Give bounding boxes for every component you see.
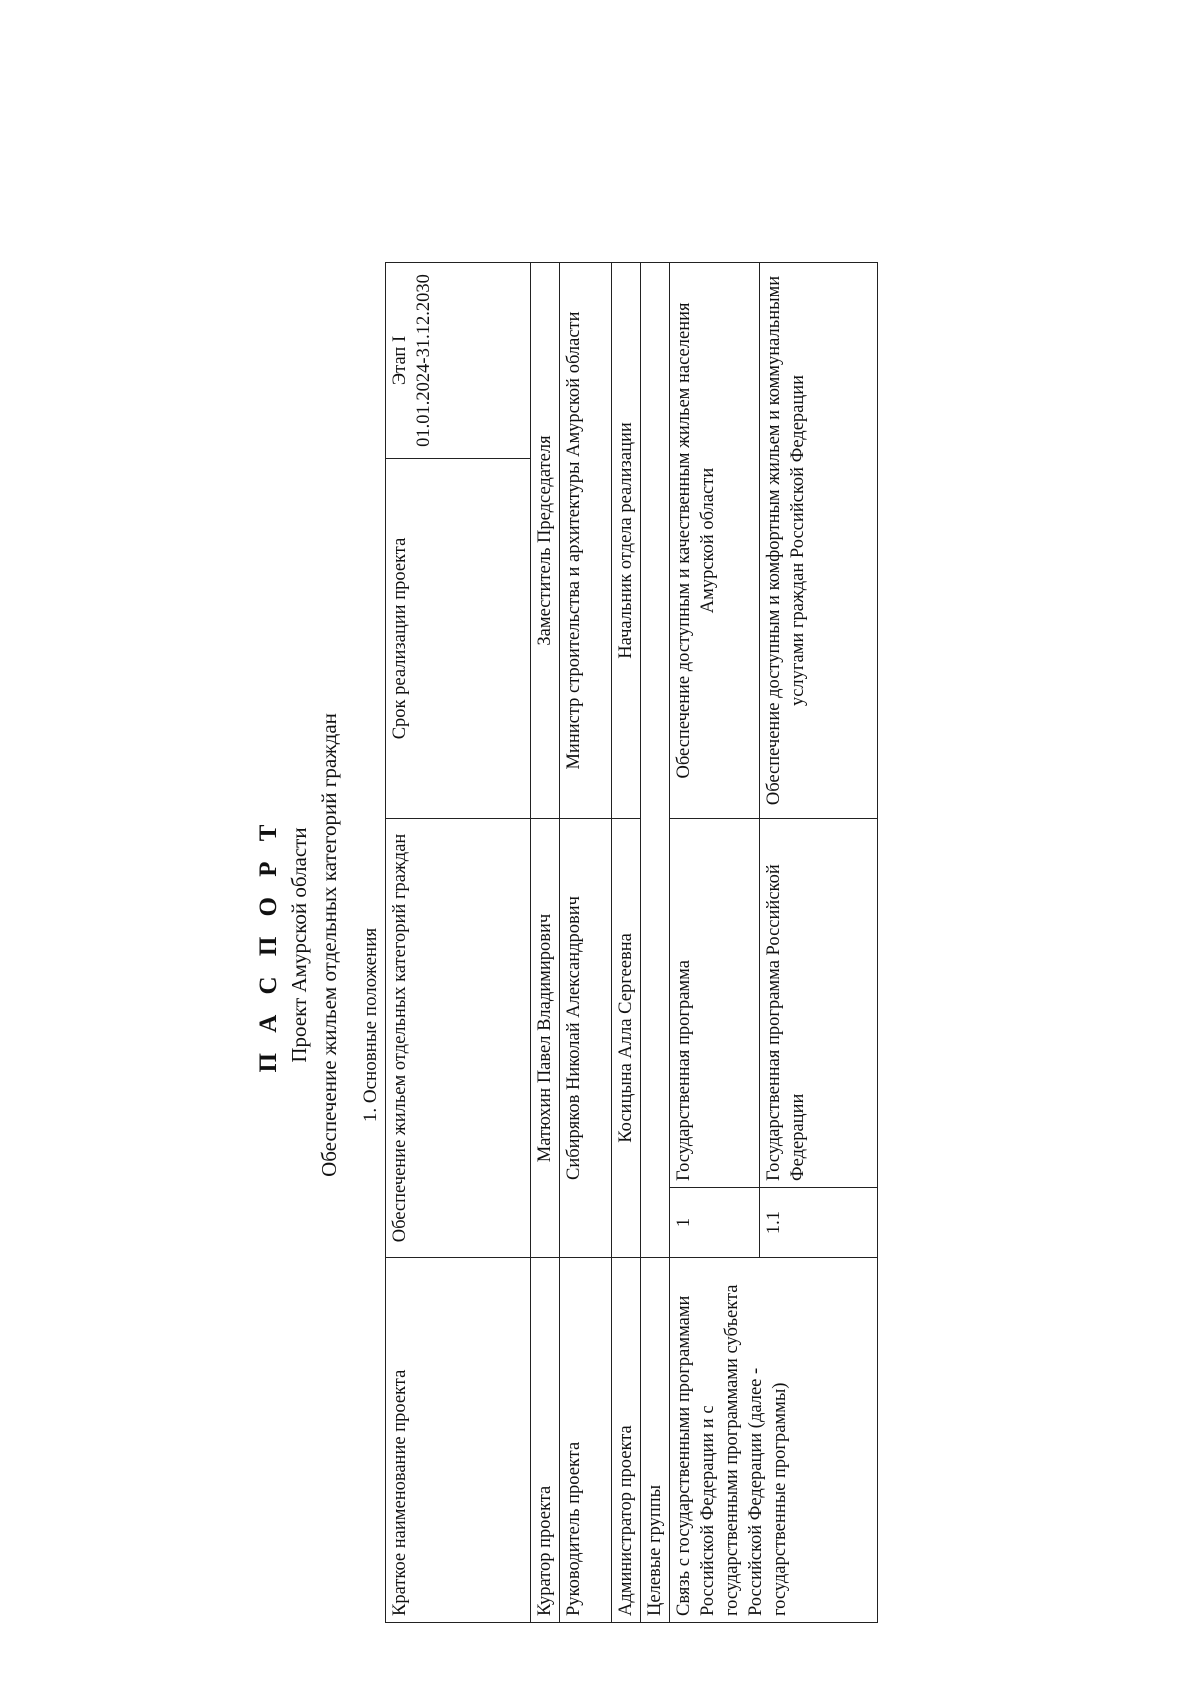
program-number: 1 <box>670 1188 760 1258</box>
head-label: Руководитель проекта <box>560 1258 612 1623</box>
program-type: Государственная программа <box>670 818 760 1187</box>
table-row <box>386 262 531 1622</box>
document-title: П А С П О Р Т <box>255 817 282 1073</box>
short-name-value: Обеспечение жильем отдельных категорий граждан <box>386 818 531 1257</box>
table-row <box>641 262 670 1622</box>
admin-name: Косицына Алла Сергеевна <box>612 818 641 1257</box>
table-row <box>531 262 560 1622</box>
document-subtitle: Проект Амурской области <box>287 827 311 1063</box>
target-groups-label: Целевые группы <box>641 1258 670 1623</box>
table-row <box>670 262 760 1622</box>
table-row <box>560 262 612 1622</box>
term-stage: Этап I <box>390 335 410 386</box>
curator-name: Матюхин Павел Владимирович <box>531 818 560 1257</box>
curator-position: Заместитель Председателя <box>531 262 560 818</box>
target-groups-value <box>641 262 670 1257</box>
program-number: 1.1 <box>760 1188 878 1258</box>
section-title: 1. Основные положения <box>360 927 381 1123</box>
program-name: Обеспечение доступным и комфортным жильем и коммунальными услугами граждан Российской Федерации <box>760 262 878 818</box>
term-value <box>386 262 531 458</box>
short-name-label: Краткое наименование проекта <box>386 1258 531 1623</box>
term-dates: 01.01.2024-31.12.2030 <box>414 274 435 447</box>
program-name: Обеспечение доступным и качественным жильем населения Амурской области <box>670 262 760 818</box>
passport-table <box>385 262 878 1623</box>
table-row <box>612 262 641 1622</box>
admin-position: Начальник отдела реализации <box>612 262 641 818</box>
project-name-heading: Обеспечение жильем отдельных категорий граждан <box>317 713 341 1177</box>
term-label: Срок реализации проекта <box>386 458 531 818</box>
curator-label: Куратор проекта <box>531 1258 560 1623</box>
head-position: Министр строительства и архитектуры Амурской области <box>560 262 612 818</box>
program-type: Государственная программа Российской Федерации <box>760 818 878 1187</box>
head-name: Сибиряков Николай Александрович <box>560 818 612 1257</box>
admin-label: Администратор проекта <box>612 1258 641 1623</box>
rotated-page <box>245 255 945 1635</box>
program-link-label: Связь с государственными программами Российской Федерации и с государственными программами субъекта Российской Федерации (далее - государственные программы) <box>670 1258 878 1623</box>
